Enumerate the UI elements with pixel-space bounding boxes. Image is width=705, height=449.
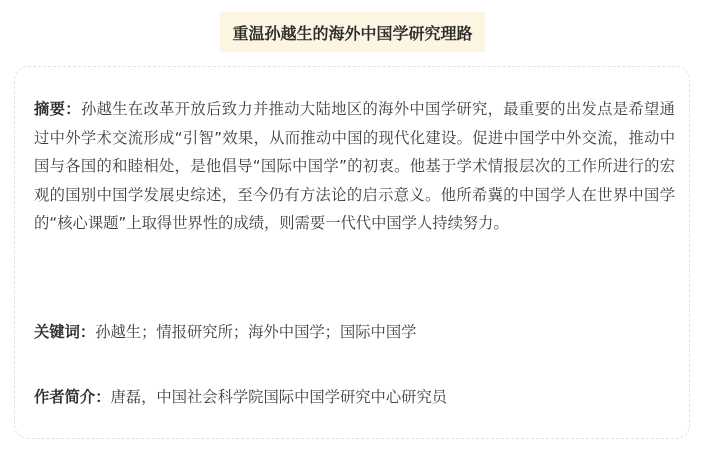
abstract-paragraph (34, 95, 675, 238)
author-label: 作者简介： (34, 388, 111, 406)
author-text: 唐磊，中国社会科学院国际中国学研究中心研究员 (110, 388, 448, 406)
article-title: 重温孙越生的海外中国学研究理路 (220, 12, 485, 52)
keywords-text: 孙越生；情报研究所；海外中国学；国际中国学 (95, 323, 417, 341)
keywords-label: 关键词： (34, 323, 96, 341)
author-line (34, 383, 675, 411)
abstract-label: 摘要： (34, 100, 81, 118)
abstract-text: 孙越生在改革开放后致力并推动大陆地区的海外中国学研究，最重要的出发点是希望通过中外学术交流形成“引智”效果，从而推动中国的现代化建设。促进中国学中外交流，推动中国与各国的和睦相处，是他倡导“国际中国学”的初衷。他基于学术情报层次的工作所进行的宏观的国别中国学发展史综述，至今仍有方法论的启示意义。他所希冀的中国学人在世界中国学的“核心课题”上取得世界性的成绩，则需要一代代中国学人持续努力。 (34, 100, 675, 232)
keywords-line (34, 318, 675, 346)
